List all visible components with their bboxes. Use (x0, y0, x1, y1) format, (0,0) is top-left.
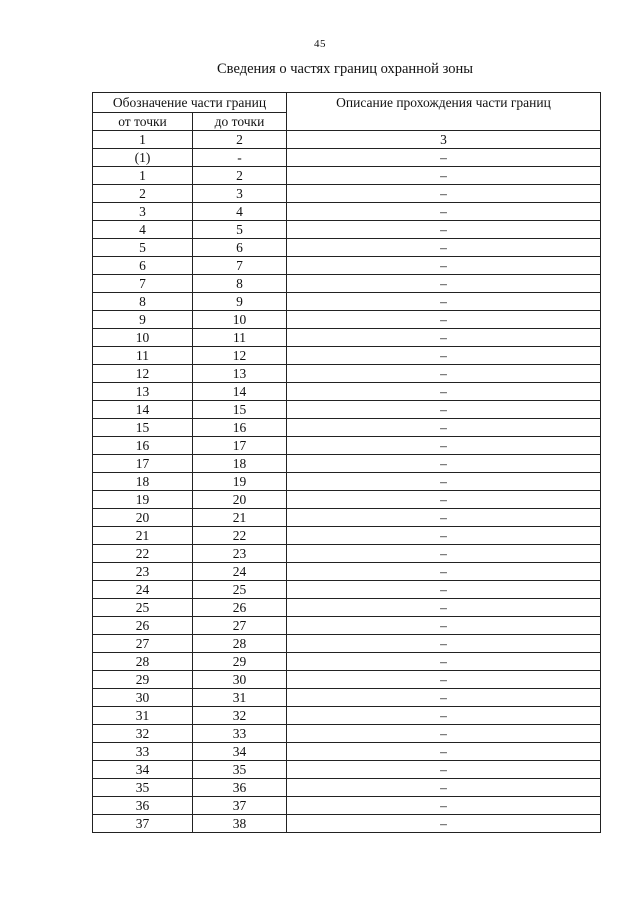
cell-to-point: 25 (193, 581, 287, 599)
cell-from-point: (1) (93, 149, 193, 167)
cell-to-point: 31 (193, 689, 287, 707)
cell-to-point: 15 (193, 401, 287, 419)
cell-description: – (287, 509, 601, 527)
table-row (93, 725, 601, 743)
cell-to-point: 3 (193, 185, 287, 203)
cell-to-point: 6 (193, 239, 287, 257)
cell-from-point: 32 (93, 725, 193, 743)
table-row (93, 365, 601, 383)
cell-description: – (287, 203, 601, 221)
table-row (93, 221, 601, 239)
cell-from-point: 28 (93, 653, 193, 671)
cell-description: – (287, 347, 601, 365)
cell-from-point: 25 (93, 599, 193, 617)
table-row (93, 437, 601, 455)
table-row (93, 419, 601, 437)
table-row (93, 491, 601, 509)
cell-description: – (287, 707, 601, 725)
cell-from-point: 29 (93, 671, 193, 689)
cell-from-point: 36 (93, 797, 193, 815)
cell-description: – (287, 293, 601, 311)
cell-to-point: 16 (193, 419, 287, 437)
table-row (93, 635, 601, 653)
cell-description: – (287, 257, 601, 275)
cell-description: – (287, 527, 601, 545)
cell-to-point: 9 (193, 293, 287, 311)
table-row (93, 581, 601, 599)
cell-description: – (287, 617, 601, 635)
cell-from-point: 17 (93, 455, 193, 473)
table-row (93, 599, 601, 617)
cell-description: – (287, 473, 601, 491)
cell-from-point: 8 (93, 293, 193, 311)
cell-from-point: 20 (93, 509, 193, 527)
cell-from-point: 12 (93, 365, 193, 383)
table-row (93, 617, 601, 635)
table-row (93, 671, 601, 689)
cell-description: – (287, 581, 601, 599)
cell-from-point: 9 (93, 311, 193, 329)
table-row (93, 689, 601, 707)
cell-description: – (287, 239, 601, 257)
cell-to-point: 2 (193, 131, 287, 149)
cell-from-point: 10 (93, 329, 193, 347)
cell-description: – (287, 383, 601, 401)
cell-to-point: 23 (193, 545, 287, 563)
table-row (93, 707, 601, 725)
table-row (93, 653, 601, 671)
cell-from-point: 16 (93, 437, 193, 455)
cell-from-point: 24 (93, 581, 193, 599)
cell-to-point: 14 (193, 383, 287, 401)
cell-from-point: 31 (93, 707, 193, 725)
cell-description: – (287, 221, 601, 239)
cell-from-point: 13 (93, 383, 193, 401)
table-row (93, 509, 601, 527)
cell-description: – (287, 545, 601, 563)
cell-to-point: 4 (193, 203, 287, 221)
cell-description: – (287, 671, 601, 689)
table-row (93, 401, 601, 419)
cell-to-point: 10 (193, 311, 287, 329)
cell-from-point: 18 (93, 473, 193, 491)
cell-description: – (287, 743, 601, 761)
page-number: 45 (314, 38, 326, 50)
cell-to-point: 26 (193, 599, 287, 617)
cell-from-point: 23 (93, 563, 193, 581)
table-row (93, 131, 601, 149)
table-row (93, 185, 601, 203)
cell-from-point: 34 (93, 761, 193, 779)
table-row (93, 473, 601, 491)
header-boundary-description: Описание прохождения части границ (287, 93, 601, 131)
cell-from-point: 1 (93, 167, 193, 185)
table-row (93, 815, 601, 833)
cell-description: 3 (287, 131, 601, 149)
cell-to-point: 28 (193, 635, 287, 653)
header-from-point: от точки (93, 113, 193, 131)
header-to-point: до точки (193, 113, 287, 131)
cell-to-point: 33 (193, 725, 287, 743)
cell-from-point: 30 (93, 689, 193, 707)
cell-to-point: 35 (193, 761, 287, 779)
cell-from-point: 33 (93, 743, 193, 761)
table-row (93, 797, 601, 815)
cell-from-point: 11 (93, 347, 193, 365)
cell-to-point: 2 (193, 167, 287, 185)
cell-to-point: 36 (193, 779, 287, 797)
cell-to-point: 18 (193, 455, 287, 473)
cell-description: – (287, 167, 601, 185)
cell-to-point: 12 (193, 347, 287, 365)
cell-description: – (287, 815, 601, 833)
cell-from-point: 1 (93, 131, 193, 149)
cell-to-point: 21 (193, 509, 287, 527)
cell-description: – (287, 311, 601, 329)
table-row (93, 293, 601, 311)
cell-from-point: 21 (93, 527, 193, 545)
cell-description: – (287, 365, 601, 383)
cell-description: – (287, 419, 601, 437)
cell-description: – (287, 797, 601, 815)
cell-description: – (287, 437, 601, 455)
cell-to-point: 11 (193, 329, 287, 347)
cell-from-point: 22 (93, 545, 193, 563)
cell-to-point: 13 (193, 365, 287, 383)
table-row (93, 779, 601, 797)
cell-description: – (287, 185, 601, 203)
cell-description: – (287, 329, 601, 347)
cell-to-point: 30 (193, 671, 287, 689)
cell-from-point: 15 (93, 419, 193, 437)
table-row (93, 455, 601, 473)
table-row (93, 329, 601, 347)
cell-description: – (287, 689, 601, 707)
table-row (93, 311, 601, 329)
table-row (93, 275, 601, 293)
cell-description: – (287, 149, 601, 167)
cell-to-point: 27 (193, 617, 287, 635)
cell-to-point: 20 (193, 491, 287, 509)
cell-description: – (287, 779, 601, 797)
cell-to-point: 8 (193, 275, 287, 293)
cell-from-point: 4 (93, 221, 193, 239)
cell-description: – (287, 563, 601, 581)
cell-description: – (287, 401, 601, 419)
table-row (93, 347, 601, 365)
cell-to-point: 22 (193, 527, 287, 545)
table-header-row (93, 93, 601, 113)
table-row (93, 167, 601, 185)
cell-to-point: 17 (193, 437, 287, 455)
boundary-parts-table (92, 92, 601, 833)
cell-description: – (287, 455, 601, 473)
table-row (93, 563, 601, 581)
cell-from-point: 35 (93, 779, 193, 797)
cell-from-point: 19 (93, 491, 193, 509)
table-row (93, 761, 601, 779)
cell-from-point: 37 (93, 815, 193, 833)
cell-description: – (287, 491, 601, 509)
cell-to-point: 34 (193, 743, 287, 761)
cell-description: – (287, 635, 601, 653)
cell-description: – (287, 761, 601, 779)
page-title: Сведения о частях границ охранной зоны (217, 61, 473, 77)
table-row (93, 149, 601, 167)
table-row (93, 743, 601, 761)
cell-to-point: 29 (193, 653, 287, 671)
cell-description: – (287, 275, 601, 293)
header-boundary-designation: Обозначение части границ (93, 93, 287, 113)
cell-from-point: 14 (93, 401, 193, 419)
table-body (93, 131, 601, 833)
cell-to-point: 37 (193, 797, 287, 815)
cell-to-point: 5 (193, 221, 287, 239)
cell-to-point: 24 (193, 563, 287, 581)
table-row (93, 527, 601, 545)
cell-from-point: 3 (93, 203, 193, 221)
cell-description: – (287, 599, 601, 617)
table-row (93, 257, 601, 275)
cell-from-point: 5 (93, 239, 193, 257)
cell-from-point: 26 (93, 617, 193, 635)
cell-from-point: 2 (93, 185, 193, 203)
cell-to-point: 7 (193, 257, 287, 275)
cell-description: – (287, 725, 601, 743)
cell-from-point: 27 (93, 635, 193, 653)
cell-to-point: 19 (193, 473, 287, 491)
table-row (93, 203, 601, 221)
cell-description: – (287, 653, 601, 671)
table-row (93, 545, 601, 563)
cell-to-point: 38 (193, 815, 287, 833)
table-row (93, 383, 601, 401)
cell-from-point: 6 (93, 257, 193, 275)
cell-to-point: 32 (193, 707, 287, 725)
cell-from-point: 7 (93, 275, 193, 293)
table-row (93, 239, 601, 257)
cell-to-point: - (193, 149, 287, 167)
